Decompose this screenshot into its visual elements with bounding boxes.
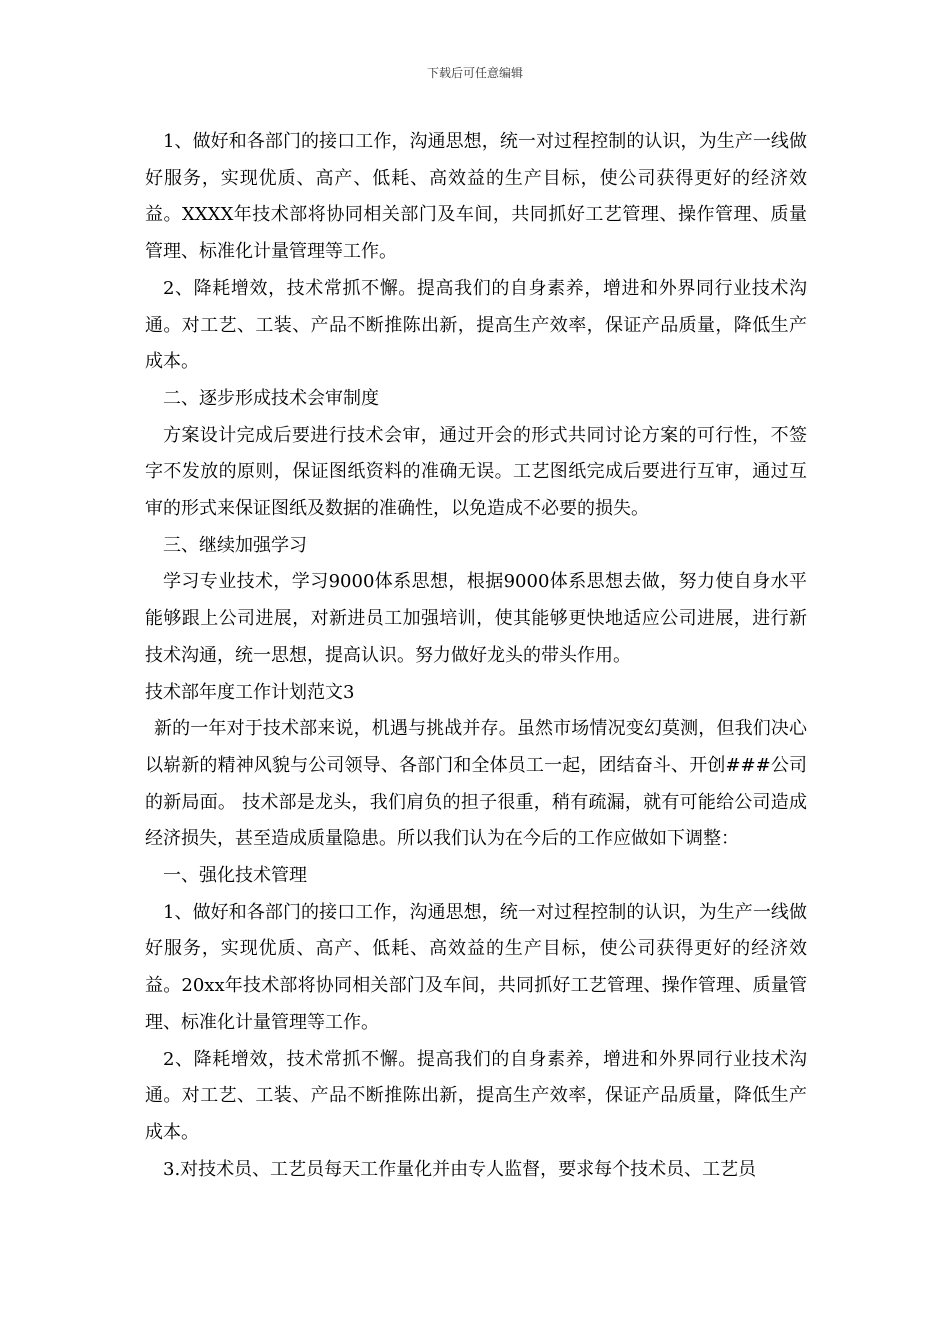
document-subtitle: 技术部年度工作计划范文3	[145, 681, 355, 703]
paragraph-intro: 新的一年对于技术部来说，机遇与挑战并存。虽然市场情况变幻莫测，但我们决心以崭新的精神风貌与公司领导、各部门和全体员工一起，团结奋斗、开创###公司的新局面。 技术部是龙头，我们肩负的担子很重，稍有疏漏，就有可能给公司造成经济损失，甚至造成质量隐患。所以我们认为在今后的工作应做如下调整：	[145, 718, 807, 850]
section-heading-1: 一、强化技术管理	[163, 865, 307, 887]
paragraph-item-2: 2、降耗增效，技术常抓不懈。提高我们的自身素养，增进和外界同行业技术沟通。对工艺、工装、产品不断推陈出新，提高生产效率，保证产品质量，降低生产成本。	[145, 277, 807, 373]
header-note: 下载后可任意编辑	[426, 66, 523, 80]
section-heading-3: 三、继续加强学习	[163, 534, 307, 556]
paragraph-item-3: 3.对技术员、工艺员每天工作量化并由专人监督，要求每个技术员、工艺员	[163, 1158, 757, 1180]
document-body	[145, 124, 807, 1188]
paragraph-item-2b: 2、降耗增效，技术常抓不懈。提高我们的自身素养，增进和外界同行业技术沟通。对工艺、工装、产品不断推陈出新，提高生产效率，保证产品质量，降低生产成本。	[145, 1048, 807, 1143]
paragraph-review: 方案设计完成后要进行技术会审，通过开会的形式共同讨论方案的可行性，不签字不发放的原则，保证图纸资料的准确无误。工艺图纸完成后要进行互审，通过互审的形式来保证图纸及数据的准确性，以免造成不必要的损失。	[145, 424, 807, 520]
section-heading-2: 二、逐步形成技术会审制度	[163, 387, 379, 409]
paragraph-item-1b: 1、做好和各部门的接口工作，沟通思想，统一对过程控制的认识，为生产一线做好服务，实现优质、高产、低耗、高效益的生产目标，使公司获得更好的经济效益。20xx年技术部将协同相关部门及车间，共同抓好工艺管理、操作管理、质量管理、标准化计量管理等工作。	[145, 901, 807, 1033]
paragraph-study: 学习专业技术，学习9000体系思想，根据9000体系思想去做，努力使自身水平能够跟上公司进展，对新进员工加强培训，使其能够更快地适应公司进展，进行新技术沟通，统一思想，提高认识。努力做好龙头的带头作用。	[145, 571, 807, 666]
paragraph-item-1: 1、做好和各部门的接口工作，沟通思想，统一对过程控制的认识，为生产一线做好服务，实现优质、高产、低耗、高效益的生产目标，使公司获得更好的经济效益。XXXX年技术部将协同相关部门及车间，共同抓好工艺管理、操作管理、质量管理、标准化计量管理等工作。	[145, 131, 807, 263]
